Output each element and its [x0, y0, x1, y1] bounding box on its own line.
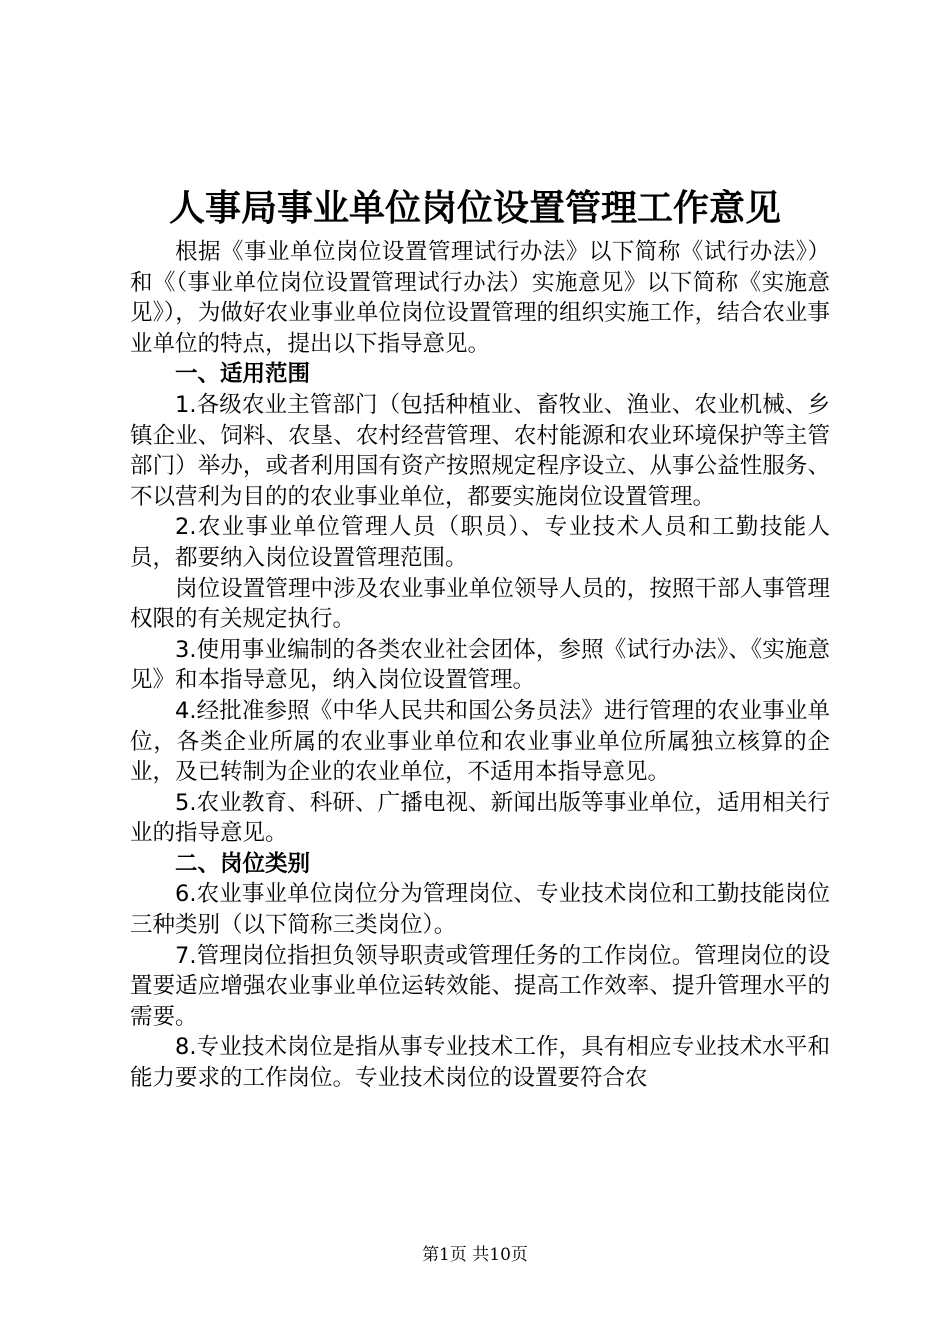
- body-paragraph: 7.管理岗位指担负领导职责或管理任务的工作岗位。管理岗位的设置要适应增强农业事业单位运转效能、提高工作效率、提升管理水平的需要。: [130, 942, 830, 1030]
- page-footer: 第1页 共10页: [422, 1245, 528, 1265]
- document-title: 人事局事业单位岗位设置管理工作意见: [168, 187, 781, 229]
- document-body: [130, 237, 830, 1094]
- section-heading: 一、适用范围: [175, 361, 311, 388]
- body-paragraph: 3.使用事业编制的各类农业社会团体，参照《试行办法》、《实施意见》和本指导意见，纳入岗位设置管理。: [130, 636, 830, 694]
- body-paragraph: 1.各级农业主管部门（包括种植业、畜牧业、渔业、农业机械、乡镇企业、饲料、农垦、农村经营管理、农村能源和农业环境保护等主管部门）举办，或者利用国有资产按照规定程序设立、从事公益性服务、不以营利为目的的农业事业单位，都要实施岗位设置管理。: [130, 391, 830, 510]
- section-heading: 二、岗位类别: [175, 850, 311, 877]
- body-paragraph: 6.农业事业单位岗位分为管理岗位、专业技术岗位和工勤技能岗位三种类别（以下简称三类岗位）。: [130, 881, 830, 939]
- body-paragraph: 5.农业教育、科研、广播电视、新闻出版等事业单位，适用相关行业的指导意见。: [130, 789, 830, 847]
- body-paragraph: 2.农业事业单位管理人员（职员）、专业技术人员和工勤技能人员，都要纳入岗位设置管理范围。: [130, 514, 830, 571]
- body-paragraph: 4.经批准参照《中华人民共和国公务员法》进行管理的农业事业单位，各类企业所属的农业事业单位和农业事业单位所属独立核算的企业，及已转制为企业的农业单位，不适用本指导意见。: [130, 697, 830, 786]
- body-paragraph: 岗位设置管理中涉及农业事业单位领导人员的，按照干部人事管理权限的有关规定执行。: [130, 575, 830, 633]
- body-paragraph: 8.专业技术岗位是指从事专业技术工作，具有相应专业技术水平和能力要求的工作岗位。专业技术岗位的设置要符合农: [130, 1034, 830, 1092]
- intro-paragraph: 根据《事业单位岗位设置管理试行办法》以下简称《试行办法》）和《（事业单位岗位设置管理试行办法）实施意见》以下简称《实施意见》），为做好农业事业单位岗位设置管理的组织实施工作，结合农业事业单位的特点，提出以下指导意见。: [130, 239, 830, 357]
